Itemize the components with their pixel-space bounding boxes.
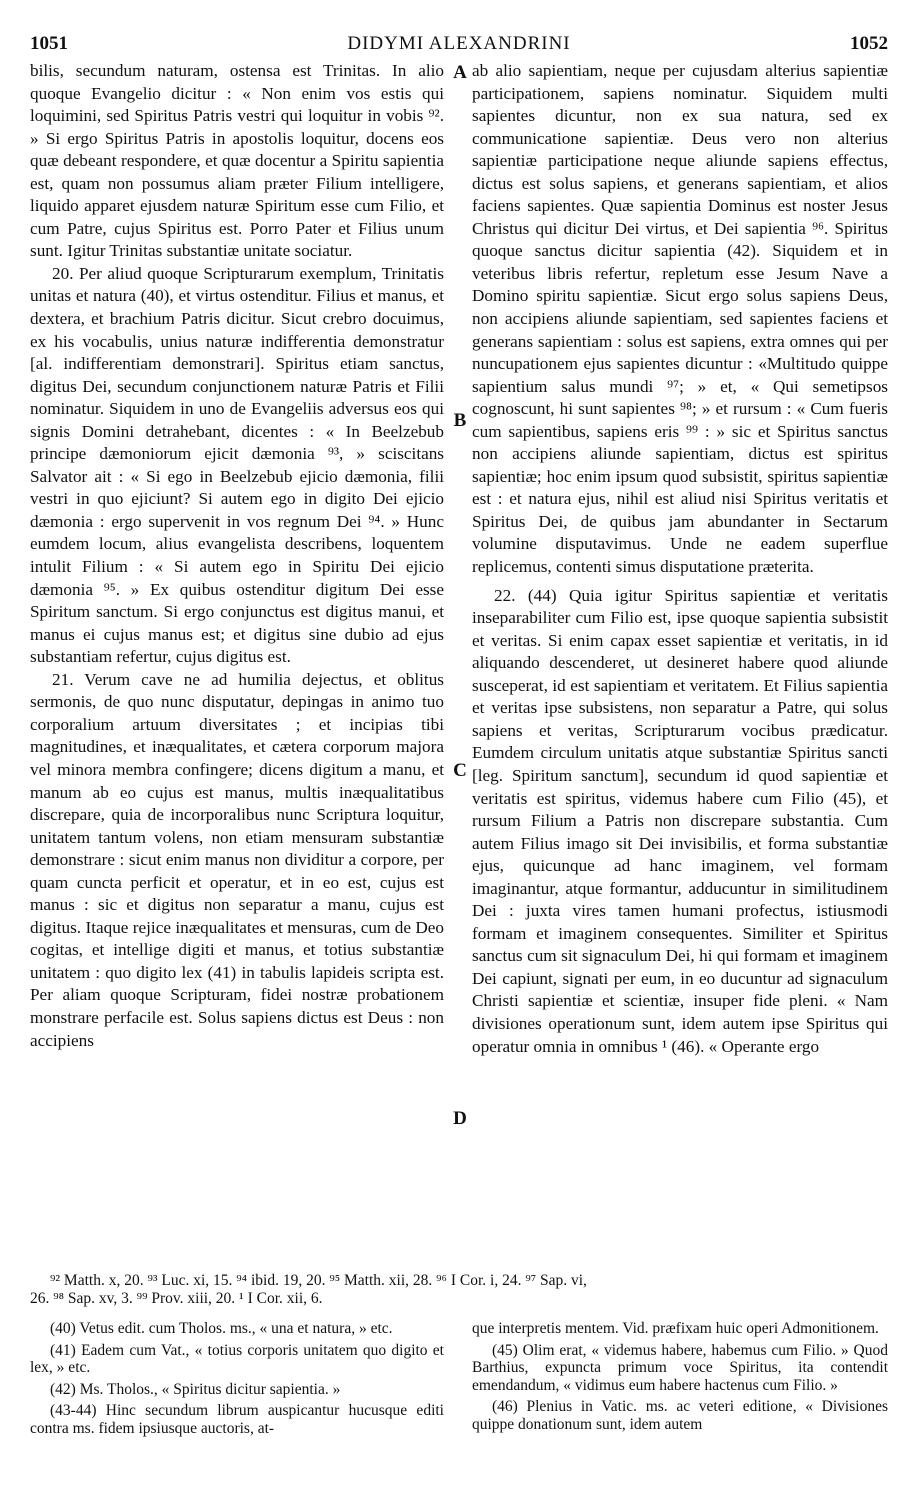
margin-letter-b: B xyxy=(453,410,467,431)
page-number-right: 1052 xyxy=(850,33,888,54)
footnote-line: ⁹² Matth. x, 20. ⁹³ Luc. xi, 15. ⁹⁴ ibid. 19, 20. ⁹⁵ Matth. xii, 28. ⁹⁶ I Cor. i, 24. ⁹⁷ Sap. vi, xyxy=(50,1272,587,1289)
footnote-line: 26. ⁹⁸ Sap. xv, 3. ⁹⁹ Prov. xiii, 20. ¹ I Cor. xii, 6. xyxy=(30,1290,323,1307)
critical-note: (46) Plenius in Vatic. ms. ac veteri editione, « Divisiones quippe donationum sunt, idem autem xyxy=(472,1398,888,1433)
page-header xyxy=(30,33,888,59)
paragraph: 20. Per aliud quoque Scripturarum exemplum, Trinitatis unitas et natura (40), et virtus ostenditur. Filius et manus, et dextera, et brachium Patris dicitur. Sicut crebro docuimus, ex his vocabulis, unius naturæ indifferentia demonstratur [al. indifferentiam demonstrari]. Spiritus etiam sanctus, digitus Dei, secundum conjunctionem naturæ Patris et Filii nominatur. Siquidem in uno de Evangeliis adversus eos qui signis Domini detrahebant, dicentes : « In Beelzebub principe dæmoniorum ejicit dæmonia ⁹³, » sciscitans Salvator ait : « Si ego in Beelzebub ejicio dæmonia, filii vestri in quo ejiciunt? Si autem ego in digito Dei ejicio dæmonia : ergo supervenit in vos regnum Dei ⁹⁴. » Hunc eumdem locum, alius evangelista describens, loquentem intulit Filium : « Si autem ego in Spiritu Dei ejicio dæmonia ⁹⁵. » Ex quibus ostenditur digitum Dei esse Spiritum sanctum. Si ergo conjunctus est digitus manui, et manus ei cujus manus est; et digitus sine dubio ad ejus substantiam refertur, cujus digitus est. xyxy=(30,263,444,667)
critical-note: (43-44) Hinc secundum librum auspicantur hucusque editi contra ms. fidem ipsiusque auctoris, at- xyxy=(30,1402,444,1437)
critical-notes-left xyxy=(30,1320,444,1441)
right-column xyxy=(472,60,888,1290)
running-title: DIDYMI ALEXANDRINI xyxy=(347,33,571,54)
critical-note: que interpretis mentem. Vid. præfixam huic operi Admonitionem. xyxy=(472,1320,879,1337)
paragraph: 22. (44) Quia igitur Spiritus sapientiæ et veritatis inseparabiliter cum Filio est, ipse quoque sapientia subsistit et veritas. Si enim capax esset sapientiæ et veritatis, in id aliquando descenderet, ut desineret habere quod aliunde susceperat, id est sapientiam et veritatem. Et Filius sapientia et veritas ipse subsistens, non separatur a Patre, qui solus sapiens et veritas, Scripturarum vocibus prædicatur. Eumdem circulum unitatis atque substantiæ Spiritus sancti [leg. Spiritum sanctum], secundum id quod sapientiæ et veritatis est spiritus, videmus habere cum Filio (45), et rursum Filium a Patris non discrepare substantia. Cum autem Filius imago sit Dei invisibilis, et forma substantiæ ejus, quicunque ad hanc imaginem, vel formam imaginantur, atque formantur, adducuntur in similitudinem Dei : juxta vires tamen humani profectus, istiusmodi formam et imaginem consequentes. Similiter et Spiritus sanctus cum sit signaculum Dei, hi qui formam et imaginem Dei capiunt, signati per eum, in eo ducuntur ad signaculum Christi sapientiæ et scientiæ, insuper fide pleni. « Nam divisiones operationum sunt, idem autem ipse Spiritus qui operatur omnia in omnibus ¹ (46). « Operante ergo xyxy=(472,585,888,1056)
margin-letter-a: A xyxy=(453,62,467,83)
critical-note: (45) Olim erat, « videmus habere, habemus cum Filio. » Quod Barthius, expuncta primum voce Spiritus, ita contendit emendandum, « vidimus eum habere hactenus cum Filio. » xyxy=(472,1341,888,1394)
paragraph: ab alio sapientiam, neque per cujusdam alterius sapientiæ participationem, sapiens nominatur. Siquidem multi sapientes dicuntur, non ex sua natura, sed ex communicatione sapientiæ. Deus vero non alterius sapientiæ participatione neque aliunde sapiens effectus, dictus est solus sapiens, et generans sapientiam, et alios faciens sapientes. Quæ sapientia Dominus est noster Jesus Christus qui dicitur Dei virtus, et Dei sapientia ⁹⁶. Spiritus quoque sanctus dicitur sapientia (42). Siquidem et in veteribus libris refertur, repletum esse Jesum Nave a Domino spiritu sapientiæ. Sicut ergo solus sapiens Deus, non accipiens aliunde sapientiam, sed sapientes faciens et generans sapientiam : solus est sapiens, extra omnes qui per nuncupationem ejus sapientes dicuntur : «Multitudo quippe sapientium salus mundi ⁹⁷; » et, « Qui semetipsos cognoscunt, hi sunt sapientes ⁹⁸; » et rursum : « Cum fueris cum sapientibus, sapiens eris ⁹⁹ : » sic et Spiritus sanctus non accipiens aliunde sapientiam, dictus est spiritus sapientiæ; hoc enim ipsum quod subsistit, spiritus sapientiæ est : et natura ejus, nihil est aliud nisi Spiritus veritatis et Spiritus Dei, de quibus jam abundanter in Sectarum volumine disputavimus. Unde ne eadem superflue replicemus, contenti simus disputatione præterita. xyxy=(472,61,888,577)
paragraph: 21. Verum cave ne ad humilia dejectus, et oblitus sermonis, de quo nunc disputatur, depingas in animo tuo corporalium artuum diversitates ; et incipias tibi magnitudines, et inæqualitates, et cætera corporum majora vel minora membra confingere; dicens digitum a manu, et manum ab eo cujus est manus, multis inæqualitatibus discrepare, quia de incorporalibus nunc Scriptura loquitur, unitatem tantum volens, non etiam mensuram substantiæ demonstrare : sicut enim manus non dividitur a corpore, per quam cuncta perficit et operatur, et in eo est, cujus est manus : sic et digitus non separatur a manu, cujus est digitus. Itaque rejice inæqualitates et mensuras, cum de Deo cogitas, et intellige digiti et manus, et totius substantiæ unitatem : quo digito lex (41) in tabulis lapideis scripta est. Per aliam quoque Scripturam, fidei nostræ probationem monstrare perfacile est. Solus sapiens dictus est Deus : non accipiens xyxy=(30,669,444,1050)
critical-notes-right xyxy=(472,1320,888,1437)
critical-note: (40) Vetus edit. cum Tholos. ms., « una et natura, » etc. xyxy=(50,1320,393,1337)
left-column xyxy=(30,60,444,1290)
margin-letter-c: C xyxy=(453,760,467,781)
page-number-left: 1051 xyxy=(30,33,68,54)
critical-note: (42) Ms. Tholos., « Spiritus dicitur sapientia. » xyxy=(50,1380,341,1398)
paragraph: bilis, secundum naturam, ostensa est Trinitas. In alio quoque Evangelio dicitur : « Non enim vos estis qui loquimini, sed Spiritus Patris vestri qui loquitur in vobis ⁹². » Si ergo Spiritus Patris in apostolis loquitur, docens eos quæ debeant respondere, et quæ docentur a Spiritu sapientia est, quam non possumus aliam præter Filium intelligere, liquido apparet ejusdem naturæ Spiritum esse cum Filio, et cum Patre, cujus Spiritus est. Porro Pater et Filius unum sunt. Igitur Trinitas substantiæ unitate sociatur. xyxy=(30,61,444,261)
margin-letter-d: D xyxy=(453,1108,467,1129)
critical-note: (41) Eadem cum Vat., « totius corporis unitatem quo digito et lex, » etc. xyxy=(30,1341,444,1376)
